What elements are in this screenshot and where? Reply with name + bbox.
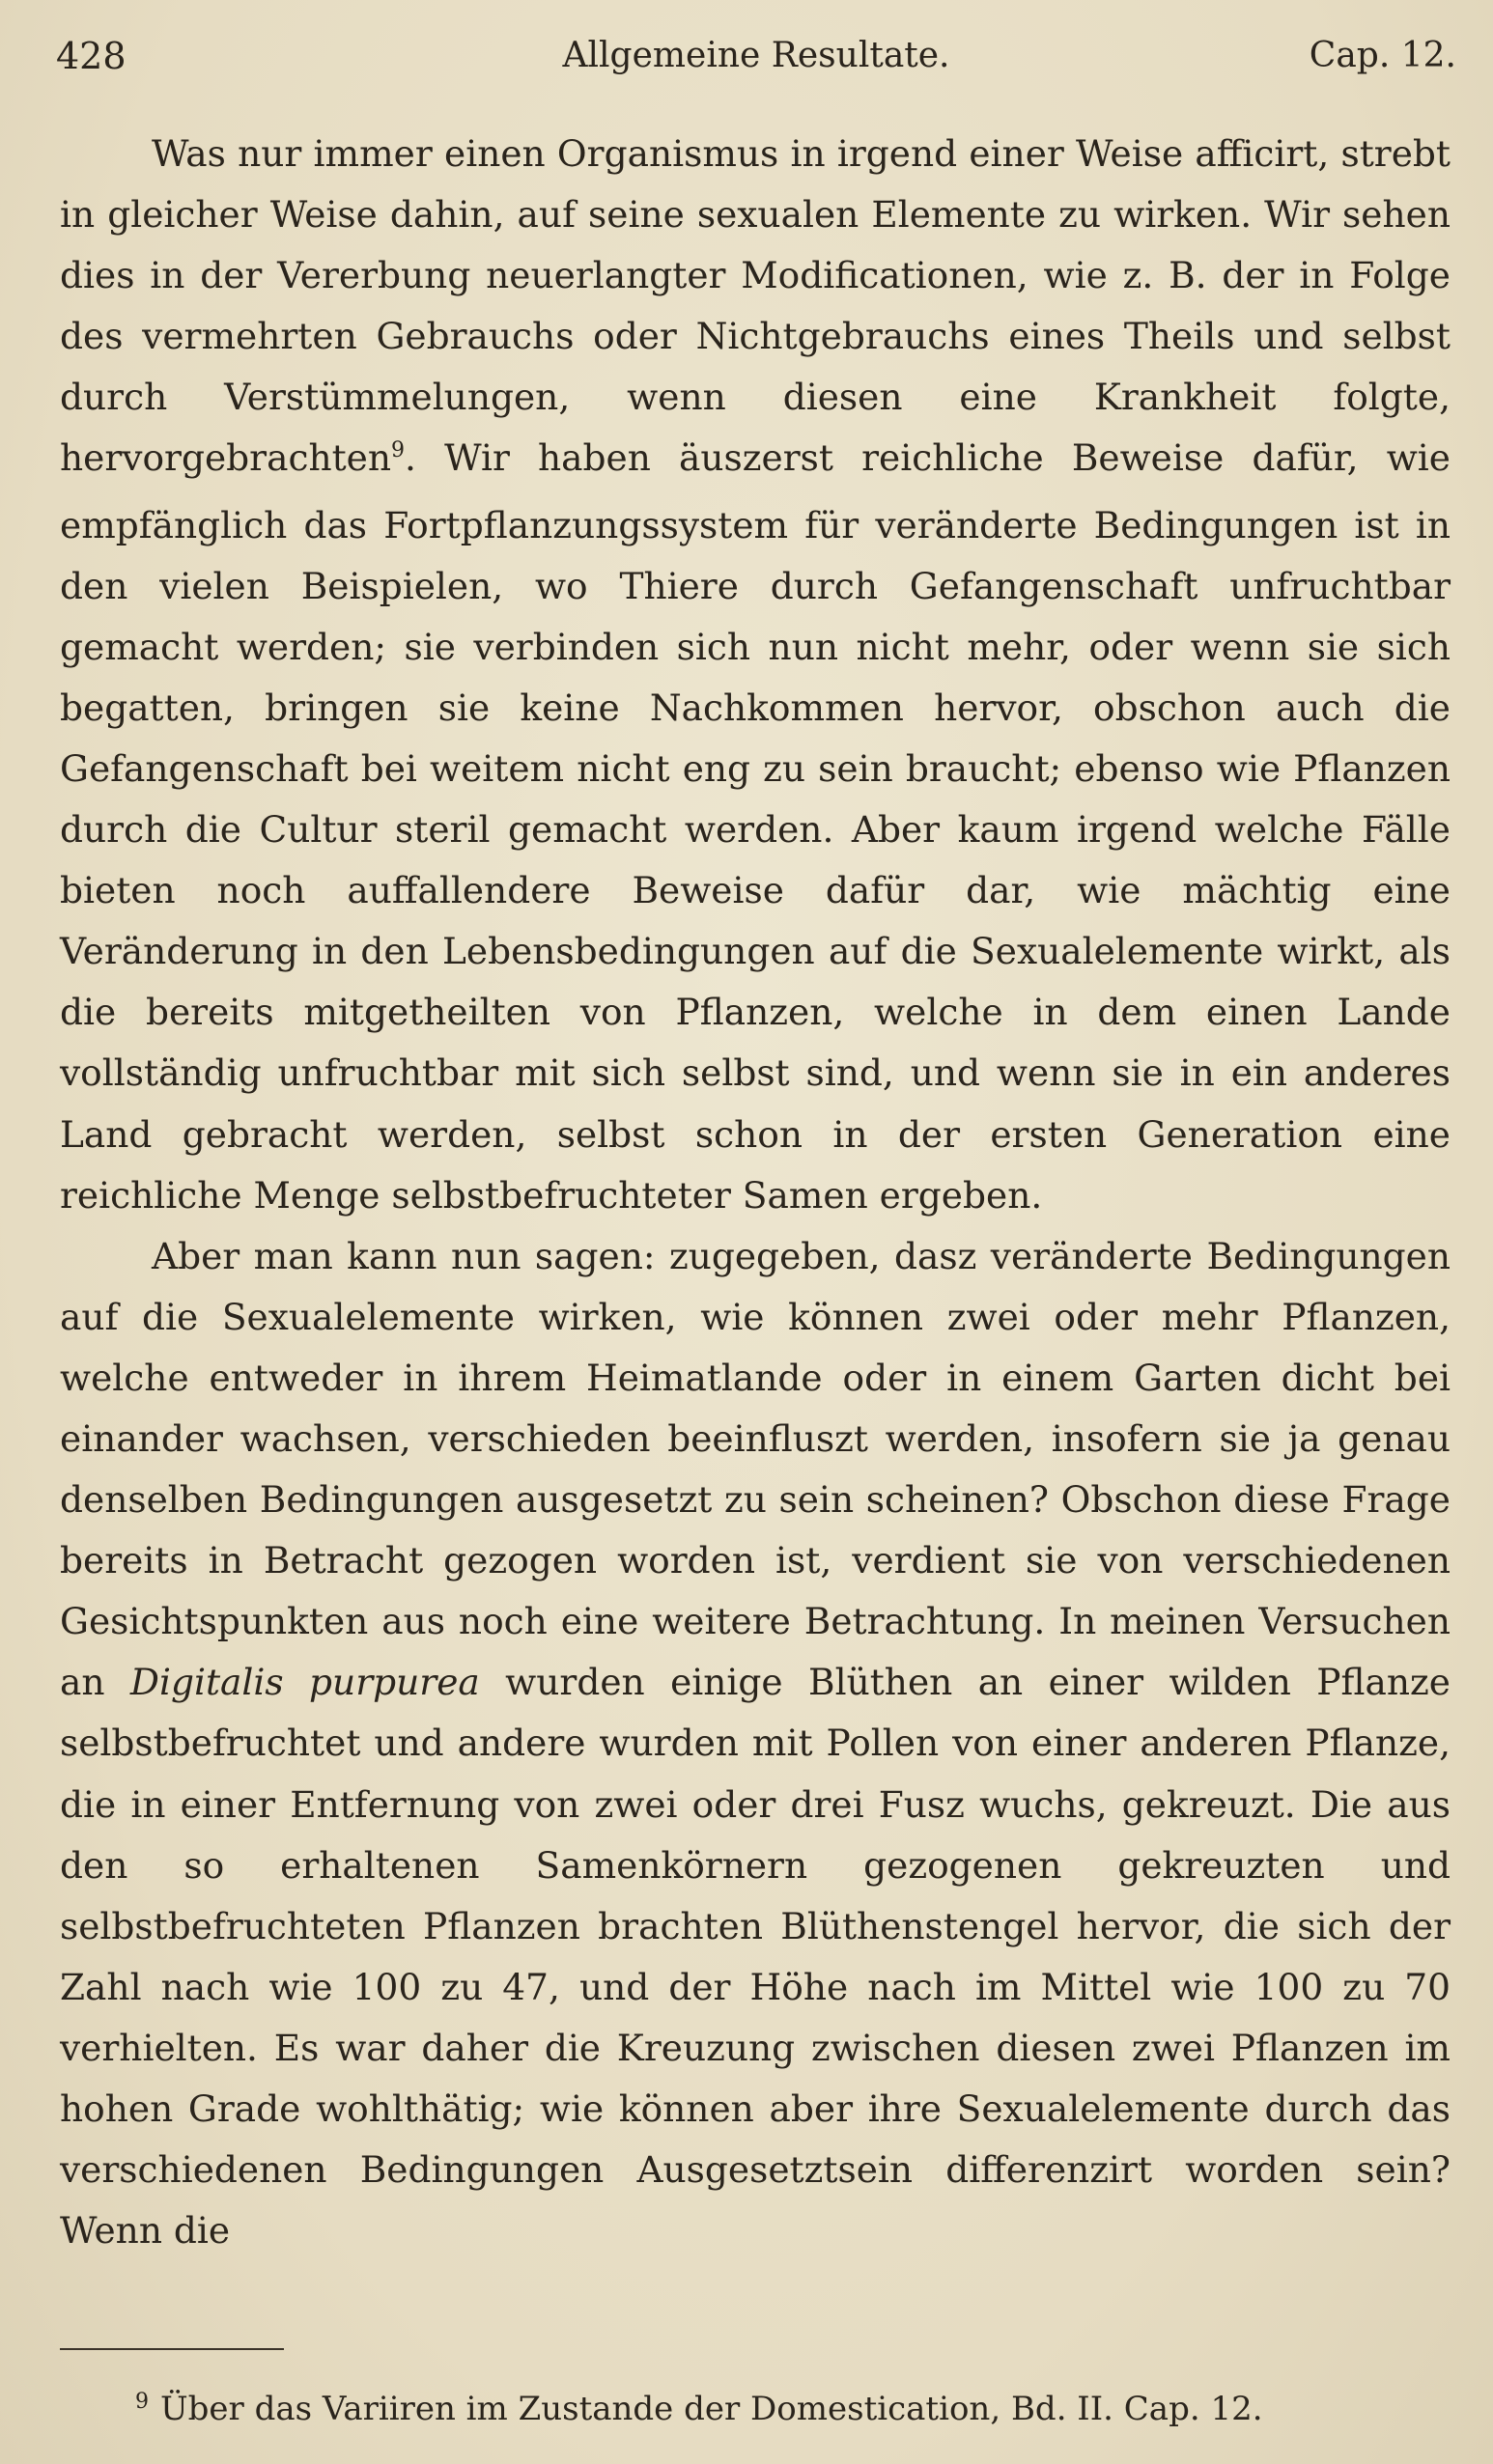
running-title: Allgemeine Resultate. [562, 36, 950, 75]
paragraph-1-text-b: . Wir haben äuszerst reichliche Beweise dafür, wie empfänglich das Fortpflanzungssystem für veränderte Bedingungen ist in den vielen Beispielen, wo Thiere durch Gefangenschaft unfruchtbar gemacht werden; sie verbinden sich nun nicht mehr, oder wenn sie sich begatten, bringen sie keine Nachkommen hervor, obschon auch die Gefangenschaft bei weitem nicht eng zu sein braucht; ebenso wie Pflanzen durch die Cultur steril gemacht werden. Aber kaum irgend welche Fälle bieten noch auffallendere Beweise dafür dar, wie mächtig eine Veränderung in den Lebensbedingungen auf die Sexualelemente wirkt, als die bereits mitgetheilten von Pflanzen, welche in dem einen Lande vollständig unfruchtbar mit sich selbst sind, und wenn sie in ein anderes Land gebracht werden, selbst schon in der ersten Generation eine reichliche Menge selbstbefruchteter Samen ergeben. [60, 436, 1451, 1217]
page-number: 428 [56, 35, 127, 77]
footnote [135, 2385, 1391, 2438]
paragraph-2 [60, 1226, 1451, 2262]
footnote-text: Über das Variiren im Zustande der Domestication, Bd. II. Cap. 12. [160, 2390, 1263, 2428]
paragraph-2-text-b: wurden einige Blüthen an einer wilden Pflanze selbstbefruchtet und andere wurden mit Pollen von einer anderen Pflanze, die in einer Entfernung von zwei oder drei Fusz wuchs, gekreuzt. Die aus den so erhaltenen Samenkörnern gezogenen gekreuzten und selbstbefruchteten Pflanzen brachten Blüthenstengel hervor, die sich der Zahl nach wie 100 zu 47, und der Höhe nach im Mittel wie 100 zu 70 verhielten. Es war daher die Kreuzung zwischen diesen zwei Pflanzen im hohen Grade wohlthätig; wie können aber ihre Sexualelemente durch das verschiedenen Bedingungen Ausgesetztsein differenzirt worden sein? Wenn die [60, 1661, 1451, 2253]
footnote-reference: 9 [391, 438, 406, 463]
chapter-label: Cap. 12. [1309, 36, 1456, 75]
paragraph-2-text-a: Aber man kann nun sagen: zugegeben, dasz veränderte Bedingungen auf die Sexualelemente wirken, wie können zwei oder mehr Pflanzen, welche entweder in ihrem Heimatlande oder in einem Garten dicht bei einander wachsen, verschieden beeinfluszt werden, insofern sie ja genau denselben Bedingungen ausgesetzt zu sein scheinen? Obschon diese Frage bereits in Betracht gezogen worden ist, verdient sie von verschiedenen Gesichtspunkten aus noch eine weitere Betrachtung. In meinen Versuchen an [60, 1234, 1451, 1704]
species-name: Digitalis purpurea [129, 1661, 480, 1704]
paragraph-1-text-a: Was nur immer einen Organismus in irgend einer Weise afficirt, strebt in gleicher Weise dahin, auf seine sexualen Elemente zu wirken. Wir sehen dies in der Vererbung neuerlangter Modificationen, wie z. B. der in Folge des vermehrten Gebrauchs oder Nichtgebrauchs eines Theils und selbst durch Verstümmelungen, wenn diesen eine Krankheit folgte, hervorgebrachten [60, 132, 1451, 480]
body-text [60, 124, 1451, 2261]
footnote-mark: 9 [135, 2390, 149, 2414]
page-header [56, 27, 1456, 85]
footnote-divider [60, 2348, 284, 2350]
paragraph-1 [60, 124, 1451, 1226]
